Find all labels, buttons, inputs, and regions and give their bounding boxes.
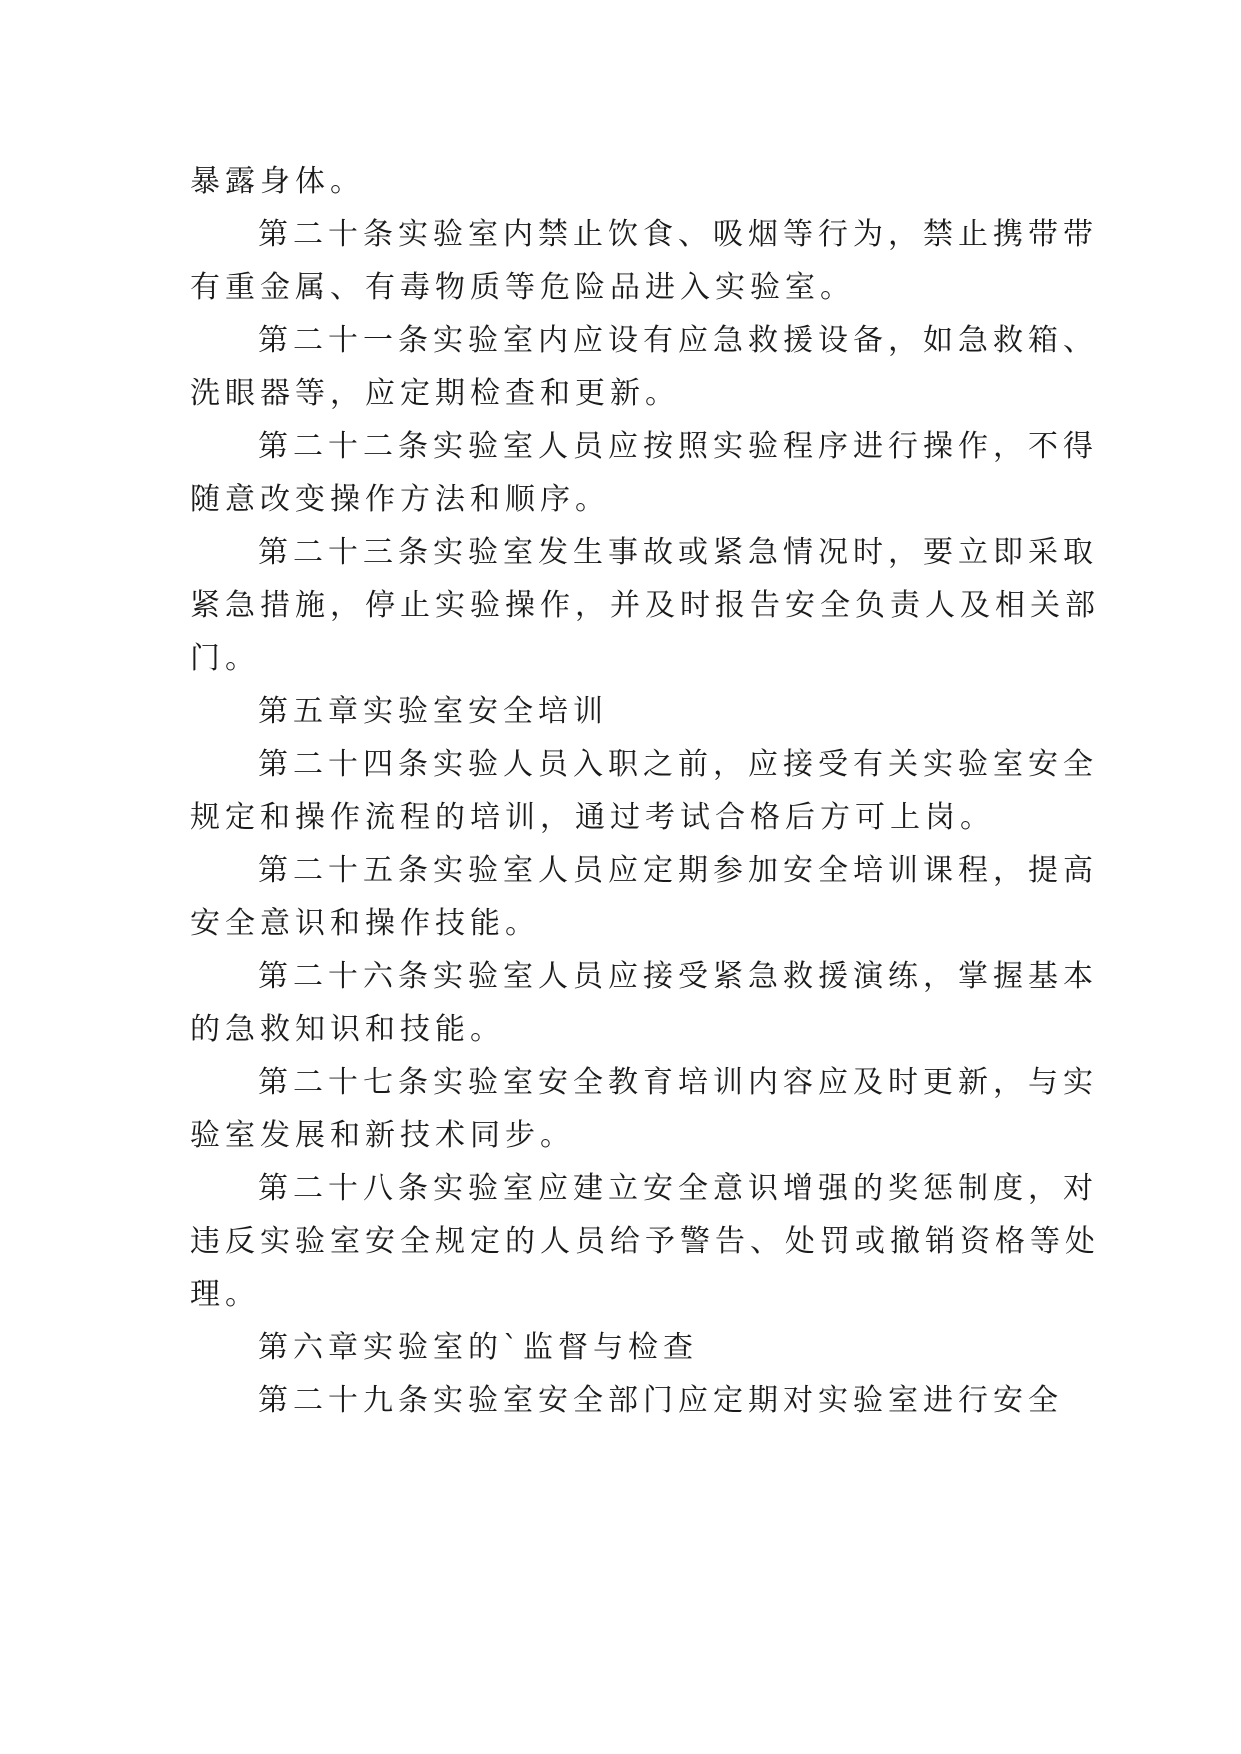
- chapter-6-heading: 第六章实验室的`监督与检查: [258, 1330, 698, 1365]
- article-28-start: 第二十八条实验室应建立安全意识增强的奖惩制度，对: [258, 1171, 1098, 1206]
- text-line: 安全意识和操作技能。: [190, 906, 540, 941]
- text-line: 随意改变操作方法和顺序。: [190, 482, 610, 517]
- article-21-start: 第二十一条实验室内应设有应急救援设备，如急救箱、: [258, 323, 1098, 358]
- text-line: 有重金属、有毒物质等危险品进入实验室。: [190, 270, 855, 305]
- text-line: 暴露身体。: [190, 164, 365, 199]
- text-line: 门。: [190, 641, 260, 676]
- article-26-start: 第二十六条实验室人员应接受紧急救援演练，掌握基本: [258, 959, 1098, 994]
- article-29-start: 第二十九条实验室安全部门应定期对实验室进行安全: [258, 1383, 1063, 1418]
- chapter-5-heading: 第五章实验室安全培训: [258, 694, 608, 729]
- article-25-start: 第二十五条实验室人员应定期参加安全培训课程，提高: [258, 853, 1098, 888]
- text-line: 洗眼器等，应定期检查和更新。: [190, 376, 680, 411]
- article-20-start: 第二十条实验室内禁止饮食、吸烟等行为，禁止携带带: [258, 217, 1098, 252]
- text-line: 的急救知识和技能。: [190, 1012, 505, 1047]
- article-24-start: 第二十四条实验人员入职之前，应接受有关实验室安全: [258, 747, 1098, 782]
- text-line: 验室发展和新技术同步。: [190, 1118, 575, 1153]
- article-22-start: 第二十二条实验室人员应按照实验程序进行操作，不得: [258, 429, 1098, 464]
- text-line: 紧急措施，停止实验操作，并及时报告安全负责人及相关部: [190, 588, 1100, 623]
- article-27-start: 第二十七条实验室安全教育培训内容应及时更新，与实: [258, 1065, 1098, 1100]
- article-23-start: 第二十三条实验室发生事故或紧急情况时，要立即采取: [258, 535, 1098, 570]
- text-line: 理。: [190, 1277, 260, 1312]
- text-line: 规定和操作流程的培训，通过考试合格后方可上岗。: [190, 800, 995, 835]
- text-line: 违反实验室安全规定的人员给予警告、处罚或撤销资格等处: [190, 1224, 1100, 1259]
